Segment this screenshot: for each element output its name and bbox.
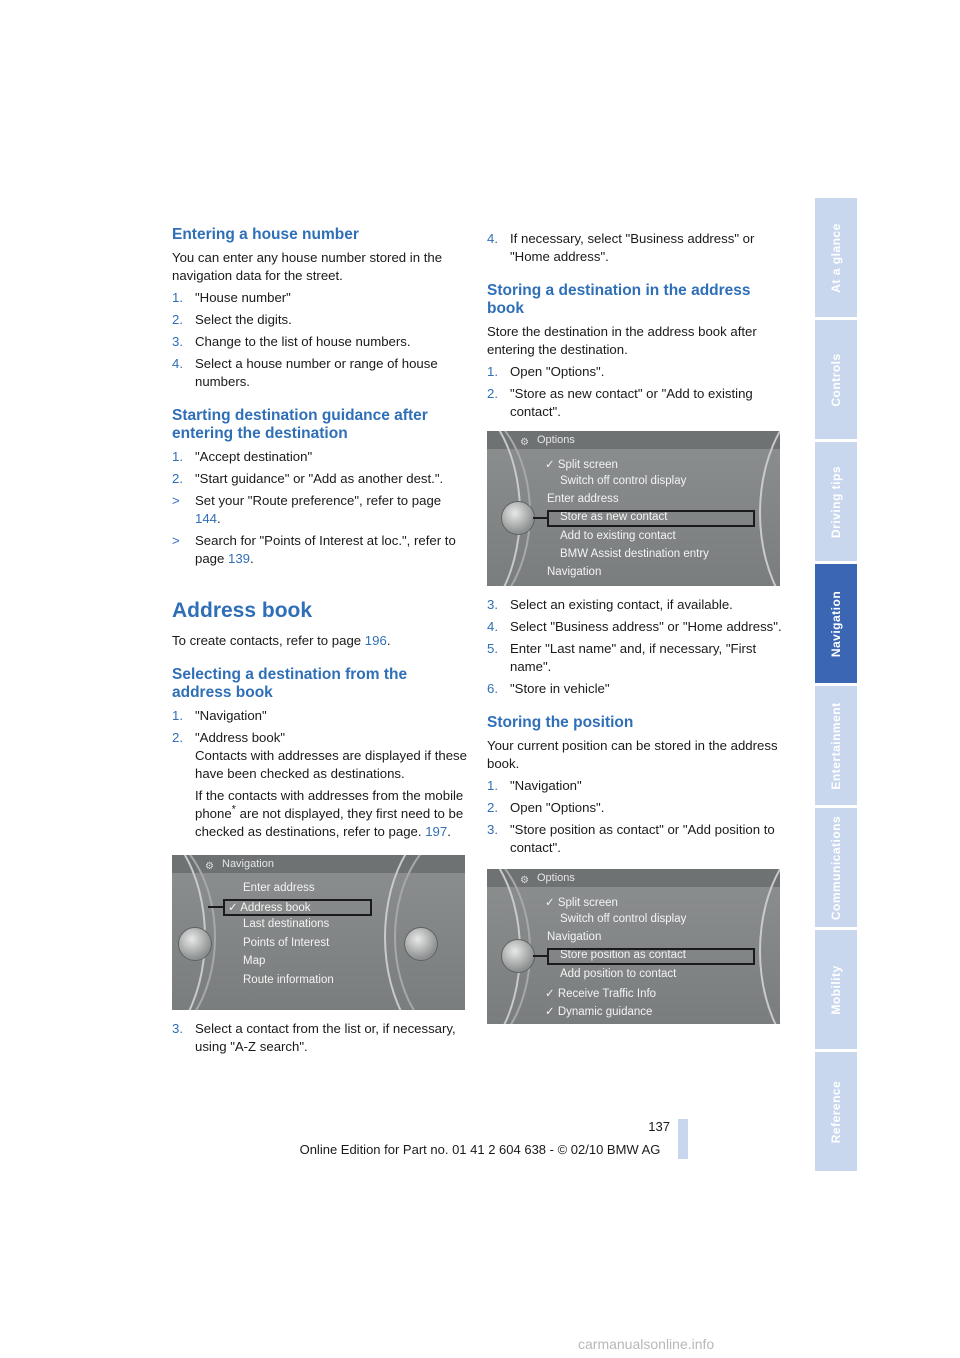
menu-item-selected[interactable]: Store position as contact xyxy=(560,949,686,961)
navigation-menu-screenshot xyxy=(172,855,465,1010)
bullet-item: > Set your "Route preference", refer to page 144. xyxy=(172,493,442,526)
list-item: 3. "Store position as contact" or "Add position to contact". xyxy=(487,822,775,855)
list-item: 1. "Accept destination" xyxy=(172,449,313,464)
selection-pointer xyxy=(208,906,223,908)
house-intro: You can enter any house number stored in the navigation data for the street. xyxy=(172,250,443,283)
page-link[interactable]: 144 xyxy=(195,511,218,526)
menu-item[interactable]: Navigation xyxy=(547,931,602,943)
list-item: 5. Enter "Last name" and, if necessary, "First name". xyxy=(487,641,757,674)
menu-item[interactable]: Points of Interest xyxy=(243,937,330,949)
list-item: 4. If necessary, select "Business address" or "Home address". xyxy=(487,231,755,264)
right-column xyxy=(487,226,783,1034)
left-column xyxy=(172,226,468,1060)
store-position-intro: Your current position can be stored in the address book. xyxy=(487,738,778,771)
list-item: 6. "Store in vehicle" xyxy=(487,681,610,696)
list-item: 1. "House number" xyxy=(172,290,291,305)
tab-mobility[interactable]: Mobility xyxy=(815,930,857,1049)
menu-item[interactable]: Add position to contact xyxy=(560,968,677,980)
bullet-item: > Search for "Points of Interest at loc.", refer to page 139. xyxy=(172,533,456,566)
gear-icon: ⚙ xyxy=(520,437,529,448)
screen-header: Options xyxy=(537,872,575,884)
menu-item-selected[interactable]: Store as new contact xyxy=(560,511,668,523)
menu-item[interactable]: Enter address xyxy=(243,882,315,894)
gear-icon: ⚙ xyxy=(205,861,214,872)
list-item: 2. Select the digits. xyxy=(172,312,292,327)
address-book-intro: To create contacts, refer to page 196. xyxy=(172,633,391,648)
tab-controls[interactable]: Controls xyxy=(815,320,857,439)
list-item: 2. "Start guidance" or "Add as another dest.". xyxy=(172,471,444,486)
page-link[interactable]: 139 xyxy=(228,551,251,566)
tab-entertainment[interactable]: Entertainment xyxy=(815,686,857,805)
page-number: 137 xyxy=(648,1119,670,1134)
page-link[interactable]: 197 xyxy=(425,824,448,839)
heading-address-book: Address book xyxy=(172,599,313,622)
page-link[interactable]: 196 xyxy=(364,633,387,648)
selection-pointer xyxy=(533,517,547,519)
list-item: 1. Open "Options". xyxy=(487,364,605,379)
options-menu-screenshot xyxy=(487,869,780,1024)
menu-item[interactable]: Switch off control display xyxy=(560,913,687,925)
menu-item[interactable]: Last destinations xyxy=(243,918,330,930)
heading-store-destination: Storing a destination in the address book xyxy=(487,282,751,317)
list-item: 1. "Navigation" xyxy=(172,708,267,723)
tab-reference[interactable]: Reference xyxy=(815,1052,857,1171)
list-item: 3. Change to the list of house numbers. xyxy=(172,334,411,349)
store-destination-intro: Store the destination in the address book after entering the destination. xyxy=(487,324,757,357)
menu-item[interactable]: Map xyxy=(243,955,266,967)
tab-navigation[interactable]: Navigation xyxy=(815,564,857,683)
menu-item[interactable]: ✓ Split screen xyxy=(545,897,618,909)
tab-at-a-glance[interactable]: At a glance xyxy=(815,198,857,317)
list-item: 3. Select a contact from the list or, if necessary, using "A-Z search". xyxy=(172,1021,456,1054)
menu-item[interactable]: ✓ Split screen xyxy=(545,459,618,471)
list-item: 4. Select "Business address" or "Home address". xyxy=(487,619,782,634)
list-item: 3. Select an existing contact, if available. xyxy=(487,597,733,612)
footer-edition: Online Edition for Part no. 01 41 2 604 638 - © 02/10 BMW AG xyxy=(299,1142,661,1157)
heading-store-position: Storing the position xyxy=(487,714,634,731)
selection-pointer xyxy=(533,955,547,957)
menu-item[interactable]: Switch off control display xyxy=(560,475,687,487)
menu-item[interactable]: ✓ Receive Traffic Info xyxy=(545,988,657,1000)
screen-header: Options xyxy=(537,434,575,446)
watermark: carmanualsonline.info xyxy=(578,1336,715,1352)
tab-communications[interactable]: Communications xyxy=(815,808,857,927)
screen-header: Navigation xyxy=(222,858,274,870)
controller-knob xyxy=(178,927,212,961)
heading-select-destination: Selecting a destination from the address book xyxy=(172,666,408,701)
list-item: 2. "Store as new contact" or "Add to existing contact". xyxy=(487,386,753,419)
menu-item[interactable]: Navigation xyxy=(547,566,602,578)
menu-item-selected[interactable]: ✓ Address book xyxy=(228,902,311,914)
selection-highlight xyxy=(547,948,755,965)
list-item: 4. Select a house number or range of house numbers. xyxy=(172,356,438,389)
list-item: 1. "Navigation" xyxy=(487,778,582,793)
menu-item[interactable]: Enter address xyxy=(547,493,619,505)
menu-item[interactable]: ✓ Dynamic guidance xyxy=(545,1006,653,1018)
menu-item[interactable]: BMW Assist destination entry xyxy=(560,548,709,560)
options-menu-screenshot xyxy=(487,431,780,586)
controller-knob xyxy=(501,501,535,535)
heading-house-number: Entering a house number xyxy=(172,226,359,243)
menu-item[interactable]: Route information xyxy=(243,974,334,986)
chapter-tabs xyxy=(815,198,857,1174)
controller-knob xyxy=(501,939,535,973)
controller-knob xyxy=(404,927,438,961)
menu-item[interactable]: Add to existing contact xyxy=(560,530,676,542)
selection-highlight xyxy=(223,899,372,916)
list-item: 2. Open "Options". xyxy=(487,800,605,815)
gear-icon: ⚙ xyxy=(520,875,529,886)
selection-highlight xyxy=(547,510,755,527)
tab-driving-tips[interactable]: Driving tips xyxy=(815,442,857,561)
heading-start-guidance: Starting destination guidance after entering the destination xyxy=(172,407,428,442)
list-item: 2. "Address book" Contacts with addresses are displayed if these have been checked as destinations. If the contacts with addresses from the mobile phone* are not displayed, they first need to be checked as destinations, refer to page. 197. xyxy=(172,730,467,839)
